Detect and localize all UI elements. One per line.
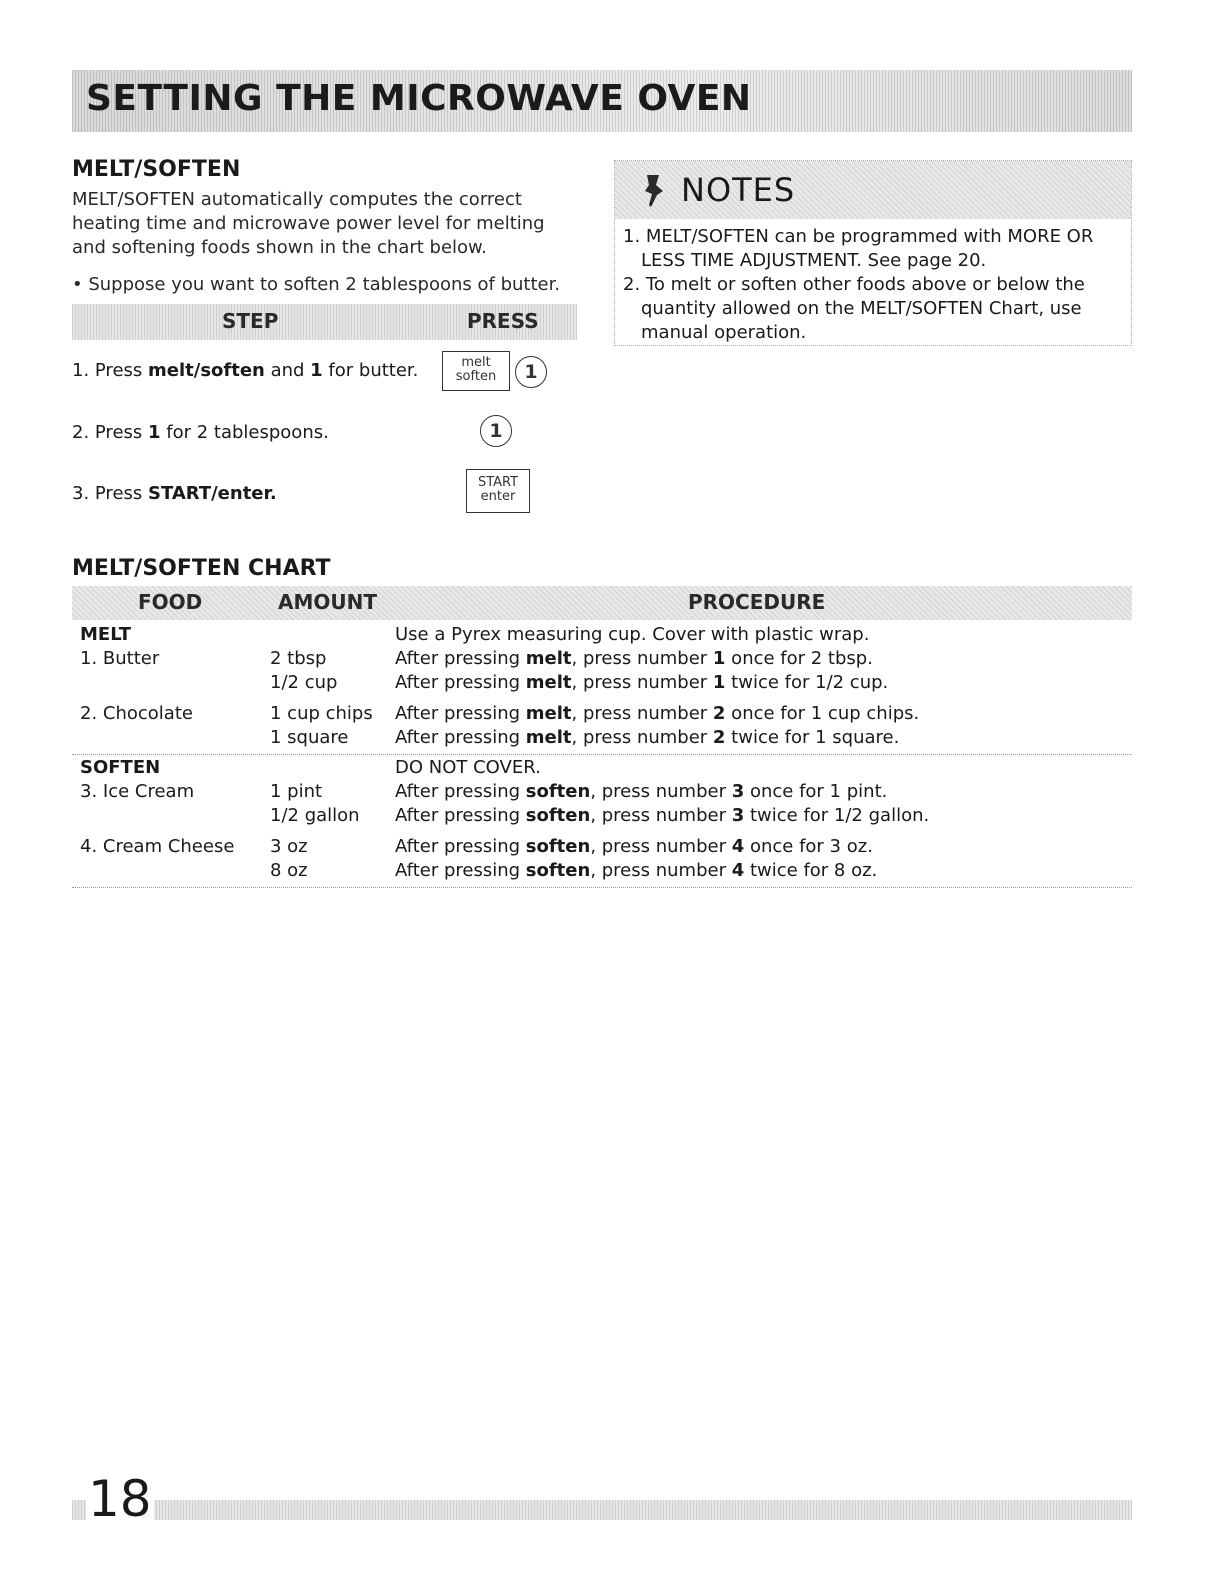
amount-column-header: AMOUNT [278, 590, 378, 614]
table-row [72, 672, 1132, 696]
melt-key-label: melt [461, 355, 491, 370]
notes-box [614, 160, 1132, 346]
table-row [72, 757, 1132, 781]
procedure-cell: After pressing soften, press number 4 twice for 8 oz. [395, 860, 878, 881]
amount-cell: 8 oz [270, 860, 308, 881]
step-1-text: 1. Press [72, 360, 148, 381]
procedure-cell: After pressing soften, press number 3 twice for 1/2 gallon. [395, 805, 930, 826]
row-divider [72, 754, 1132, 755]
amount-cell: 1/2 gallon [270, 805, 360, 826]
food-category: MELT [80, 624, 131, 645]
procedure-cell: After pressing melt, press number 2 twice for 1 square. [395, 727, 900, 748]
procedure-cell: After pressing melt, press number 2 once for 1 cup chips. [395, 703, 920, 724]
start-key-label: START [477, 475, 519, 490]
note-item: 2. To melt or soften other foods above or below the quantity allowed on the MELT/SOFTEN Chart, use manual operation. [623, 274, 1085, 343]
intro-text: MELT/SOFTEN automatically computes the correct heating time and microwave power level for melting and softening foods shown in the chart below. [72, 189, 545, 258]
example-bullet: • Suppose you want to soften 2 tablespoons of butter. [72, 274, 561, 295]
footer-bar [72, 1500, 1132, 1520]
procedure-cell: After pressing melt, press number 1 once for 2 tbsp. [395, 648, 873, 669]
table-row [72, 727, 1132, 751]
row-divider [72, 887, 1132, 888]
procedure-cell: DO NOT COVER. [395, 757, 541, 778]
page-banner [72, 70, 1132, 132]
table-row [72, 805, 1132, 829]
step-3 [72, 483, 277, 504]
table-row [72, 860, 1132, 884]
table-row [72, 781, 1132, 805]
notes-header [615, 161, 1131, 219]
amount-cell: 1 pint [270, 781, 323, 802]
number-1-key[interactable]: 1 [480, 415, 512, 447]
step-2-text: 2. Press [72, 422, 148, 443]
food-cell: 4. Cream Cheese [80, 836, 235, 857]
amount-cell: 2 tbsp [270, 648, 327, 669]
chart-title: MELT/SOFTEN CHART [72, 556, 331, 581]
table-row [72, 703, 1132, 727]
step-header-label: STEP [222, 309, 279, 333]
start-enter-key[interactable] [466, 469, 530, 513]
chart-header-row [72, 586, 1132, 620]
section-title: MELT/SOFTEN [72, 157, 241, 182]
food-cell: 2. Chocolate [80, 703, 193, 724]
amount-cell: 3 oz [270, 836, 308, 857]
enter-key-label: enter [480, 489, 516, 504]
soften-key-label: soften [455, 369, 497, 384]
step-2-text-end: for 2 tablespoons. [160, 422, 329, 443]
table-row [72, 624, 1132, 648]
step-2-number: 1 [148, 422, 161, 443]
procedure-cell: After pressing melt, press number 1 twice for 1/2 cup. [395, 672, 889, 693]
melt-soften-key[interactable] [442, 351, 510, 391]
step-1-text-mid: and [264, 360, 311, 381]
step-3-key-name: START/enter. [148, 483, 277, 504]
number-1-key[interactable]: 1 [515, 356, 547, 388]
step-2 [72, 422, 329, 443]
pushpin-icon [637, 171, 671, 211]
amount-cell: 1 square [270, 727, 349, 748]
procedure-column-header: PROCEDURE [688, 590, 826, 614]
step-1-key-name: melt/soften [148, 360, 265, 381]
table-row [72, 836, 1132, 860]
note-item: 1. MELT/SOFTEN can be programmed with MORE OR LESS TIME ADJUSTMENT. See page 20. [623, 226, 1094, 271]
step-1-text-end: for butter. [322, 360, 419, 381]
procedure-cell: Use a Pyrex measuring cup. Cover with plastic wrap. [395, 624, 870, 645]
food-column-header: FOOD [138, 590, 203, 614]
amount-cell: 1 cup chips [270, 703, 373, 724]
table-row [72, 648, 1132, 672]
food-cell: 1. Butter [80, 648, 160, 669]
step-1-number: 1 [310, 360, 323, 381]
press-header-label: PRESS [467, 309, 539, 333]
procedure-cell: After pressing soften, press number 4 once for 3 oz. [395, 836, 873, 857]
food-category: SOFTEN [80, 757, 161, 778]
amount-cell: 1/2 cup [270, 672, 338, 693]
step-press-header [72, 304, 577, 340]
step-1 [72, 360, 418, 381]
food-cell: 3. Ice Cream [80, 781, 195, 802]
notes-title: NOTES [681, 171, 796, 209]
page-title: SETTING THE MICROWAVE OVEN [86, 78, 752, 119]
page-number: 18 [88, 1470, 152, 1528]
procedure-cell: After pressing soften, press number 3 once for 1 pint. [395, 781, 888, 802]
step-3-text: 3. Press [72, 483, 148, 504]
notes-list [623, 225, 1123, 345]
